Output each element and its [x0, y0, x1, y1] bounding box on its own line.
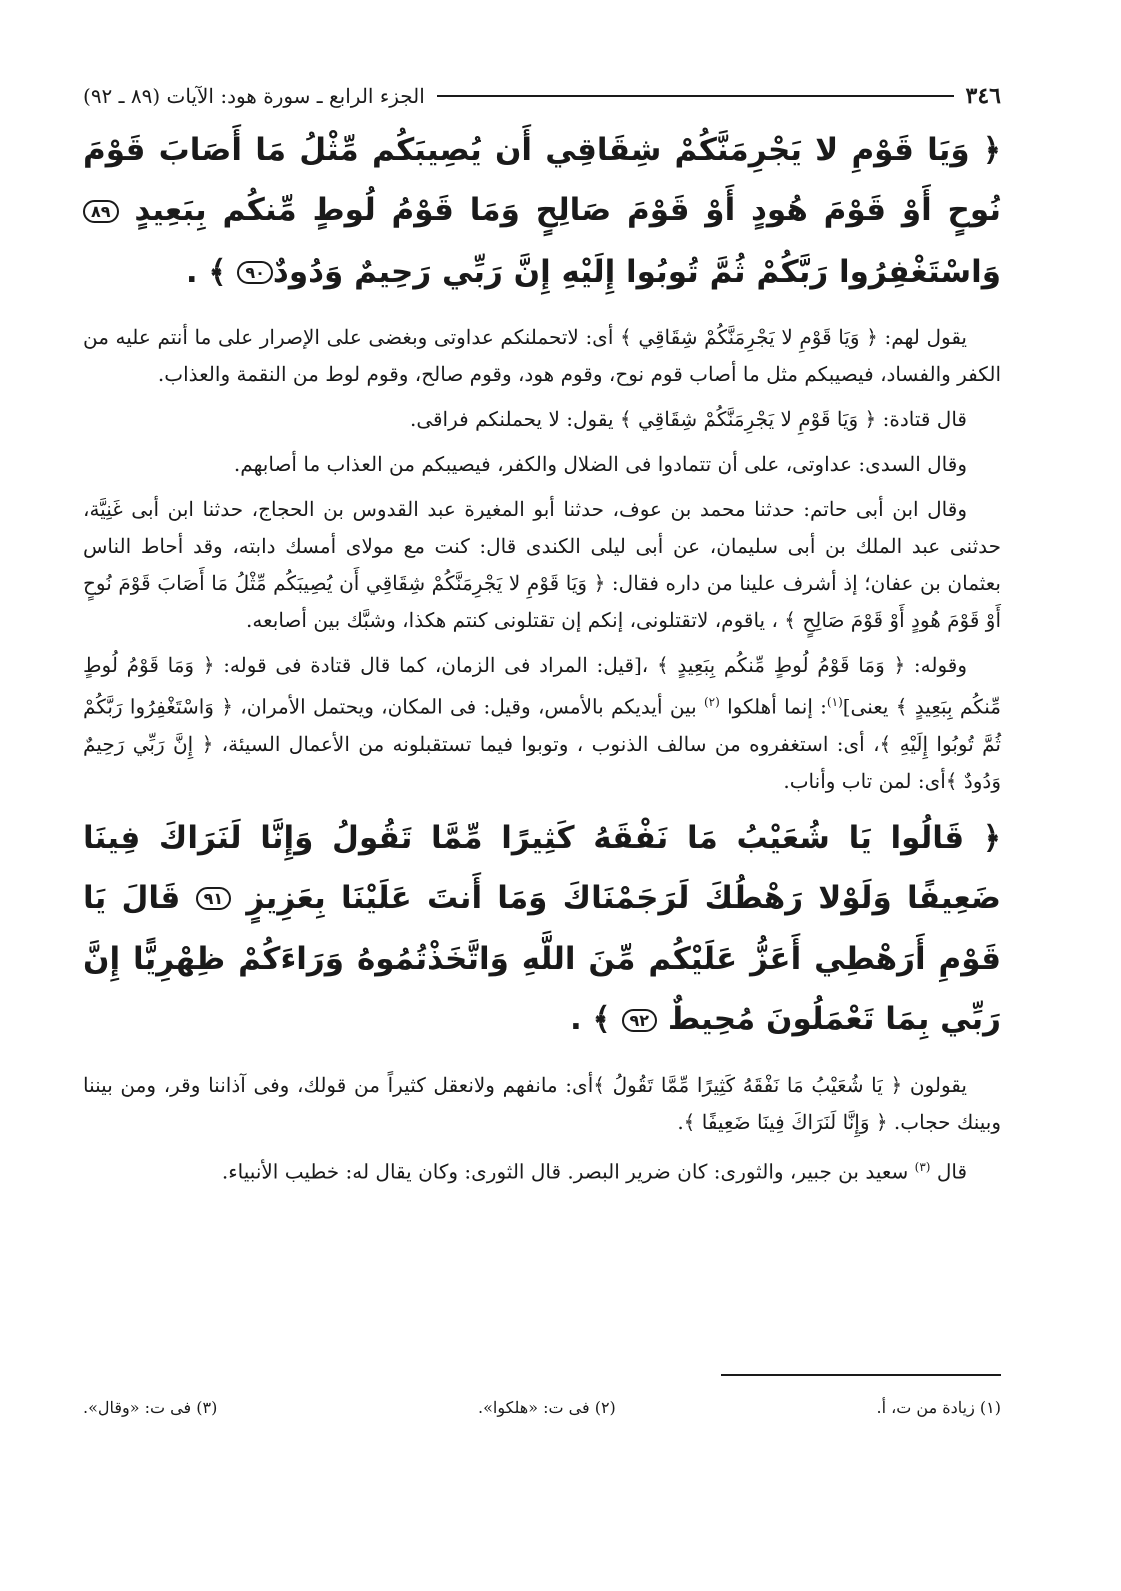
- quran-verse-91-92: [83, 808, 1001, 1051]
- footnotes: [83, 1398, 1001, 1417]
- commentary-paragraph: وقال السدى: عداوتى، على أن تتمادوا فى الضلال والكفر، فيصيبكم من العذاب ما أصابهم.: [233, 452, 967, 476]
- commentary-paragraph: قال قتادة: ﴿ وَيَا قَوْمِ لا يَجْرِمَنَّكُمْ شِقَاقِي ﴾ يقول: لا يحملنكم فراقى.: [409, 407, 967, 431]
- paragraph-text: : إنما أهلكوا: [727, 694, 827, 719]
- verse-text: وَدُودٌ: [272, 253, 344, 290]
- verse-text: ﴿ وَيَا قَوْمِ لا يَجْرِمَنَّكُمْ شِقَاقِي أَن يُصِيبَكُم مِّثْلُ مَا أَصَابَ قَوْمَ نُوحٍ أَوْ قَوْمَ هُودٍ أَوْ قَوْمَ: [83, 132, 1001, 228]
- page-number: ٣٤٦: [965, 83, 1001, 109]
- ayah-number: ٩٢: [622, 1009, 658, 1032]
- paragraph-text: بين أيديكم بالأمس، وقيل: فى المكان، ويحتمل الأمران، ﴿ وَاسْتَغْفِرُوا رَبَّكُمْ ثُمَّ تُوبُوا إِلَيْهِ ﴾، أى: استغفروه من سالف الذنوب ، وتوبوا فيما تستقبلونه من الأعمال السيئة، ﴿ إِنَّ رَبِّي رَحِيمٌ وَدُودٌ ﴾أى: لمن تاب وأناب.: [83, 694, 1001, 793]
- ayah-number: ٨٩: [83, 200, 119, 223]
- footnote-marker: (١): [826, 695, 843, 709]
- footnote-marker: (٢): [703, 695, 720, 709]
- commentary-paragraph: [83, 647, 1001, 800]
- paragraph-text: قال: [936, 1159, 967, 1184]
- verse-text: قَالَ يَا قَوْمِ أَرَهْطِي أَعَزُّ عَلَيْكُم مِّنَ اللَّهِ وَاتَّخَذْتُمُوهُ وَرَاءَكُمْ ظِهْرِيًّا إِنَّ: [83, 879, 1001, 978]
- footnote-1: (١) زيادة من ت، أ.: [876, 1398, 1001, 1417]
- commentary-paragraph: يقول لهم: ﴿ وَيَا قَوْمِ لا يَجْرِمَنَّكُمْ شِقَاقِي ﴾ أى: لاتحملنكم عداوتى وبغضى على الإصرار على ما أنتم عليه من الكفر والفساد، فيصيبكم مثل ما أصاب قوم نوح، وقوم هود، وقوم صالح، وقوم لوط من النقمة والعذاب.: [83, 325, 1001, 386]
- verse-text: وَمَا أَنتَ عَلَيْنَا بِعَزِيزٍ: [246, 879, 548, 916]
- footnote-3: (٣) فى ت: «وقال».: [83, 1398, 218, 1417]
- commentary-paragraph: [83, 1149, 1001, 1191]
- verse-text: وَاسْتَغْفِرُوا رَبَّكُمْ ثُمَّ تُوبُوا إِلَيْهِ إِنَّ رَبِّي رَحِيمٌ: [354, 253, 1001, 290]
- header-rule: [437, 95, 954, 97]
- quran-verse-89-90: [83, 120, 1001, 303]
- paragraph-text: سعيد بن جبير، والثورى: كان ضرير البصر. قال الثورى: وكان يقال له: خطيب الأنبياء.: [221, 1159, 909, 1184]
- verse-text: ﴾ .: [569, 1001, 611, 1038]
- commentary-paragraph: وقال ابن أبى حاتم: حدثنا محمد بن عوف، حدثنا أبو المغيرة عبد القدوس بن الحجاج، حدثنا ابن أبى غَنِيَّة، حدثنى عبد الملك بن أبى سليمان، عن أبى ليلى الكندى قال: كنت مع مولاى أمسك دابته، وقد أحاط الناس بعثمان بن عفان؛ إذ أشرف علينا من داره فقال: ﴿ وَيَا قَوْمِ لا يَجْرِمَنَّكُمْ شِقَاقِي أَن يُصِيبَكُم مِّثْلُ مَا أَصَابَ قَوْمَ نُوحٍ أَوْ قَوْمَ هُودٍ أَوْ قَوْمَ صَالِحٍ ﴾ ، ياقوم، لاتقتلونى، إنكم إن تقتلونى كنتم هكذا، وشبَّك بين أصابعه.: [83, 497, 1002, 632]
- ayah-number: ٩٠: [237, 261, 273, 284]
- footnote-rule: [721, 1374, 1001, 1376]
- commentary-paragraph: يقولون ﴿ يَا شُعَيْبُ مَا نَفْقَهُ كَثِيرًا مِّمَّا تَقُولُ ﴾أى: مانفهم ولانعقل كثيراً من قولك، وفى آذاننا وقر، ومن بيننا وبينك حجاب. ﴿ وَإِنَّا لَنَرَاكَ فِينَا ضَعِيفًا ﴾.: [83, 1072, 1001, 1134]
- ayah-number: ٩١: [196, 887, 232, 910]
- verse-text: ﴿ قَالُوا يَا شُعَيْبُ مَا نَفْقَهُ كَثِيرًا مِّمَّا تَقُولُ وَإِنَّا لَنَرَاكَ فِينَا ضَعِيفًا وَلَوْلا رَهْطُكَ لَرَجَمْنَاكَ: [83, 819, 1002, 916]
- verse-text: صَالِحٍ وَمَا قَوْمُ لُوطٍ مِّنكُم بِبَعِيدٍ: [134, 192, 612, 228]
- footnote-marker: (٣): [914, 1159, 931, 1174]
- paragraph-text: وقوله: ﴿ وَمَا قَوْمُ لُوطٍ مِّنكُم بِبَعِيدٍ ﴾ ،[قيل: المراد فى الزمان، كما قال قتادة فى قوله: ﴿ وَمَا قَوْمُ لُوطٍ مِّنكُم بِبَعِيدٍ ﴾ يعنى]: [83, 653, 1002, 719]
- running-title: الجزء الرابع ـ سورة هود: الآيات (٨٩ ـ ٩٢): [83, 84, 425, 108]
- verse-text: رَبِّي بِمَا تَعْمَلُونَ مُحِيطٌ: [667, 1001, 1001, 1038]
- verse-text: ﴾ .: [185, 253, 227, 290]
- footnote-2: (٢) فى ت: «هلكوا».: [478, 1398, 616, 1417]
- page-header: [83, 78, 1001, 114]
